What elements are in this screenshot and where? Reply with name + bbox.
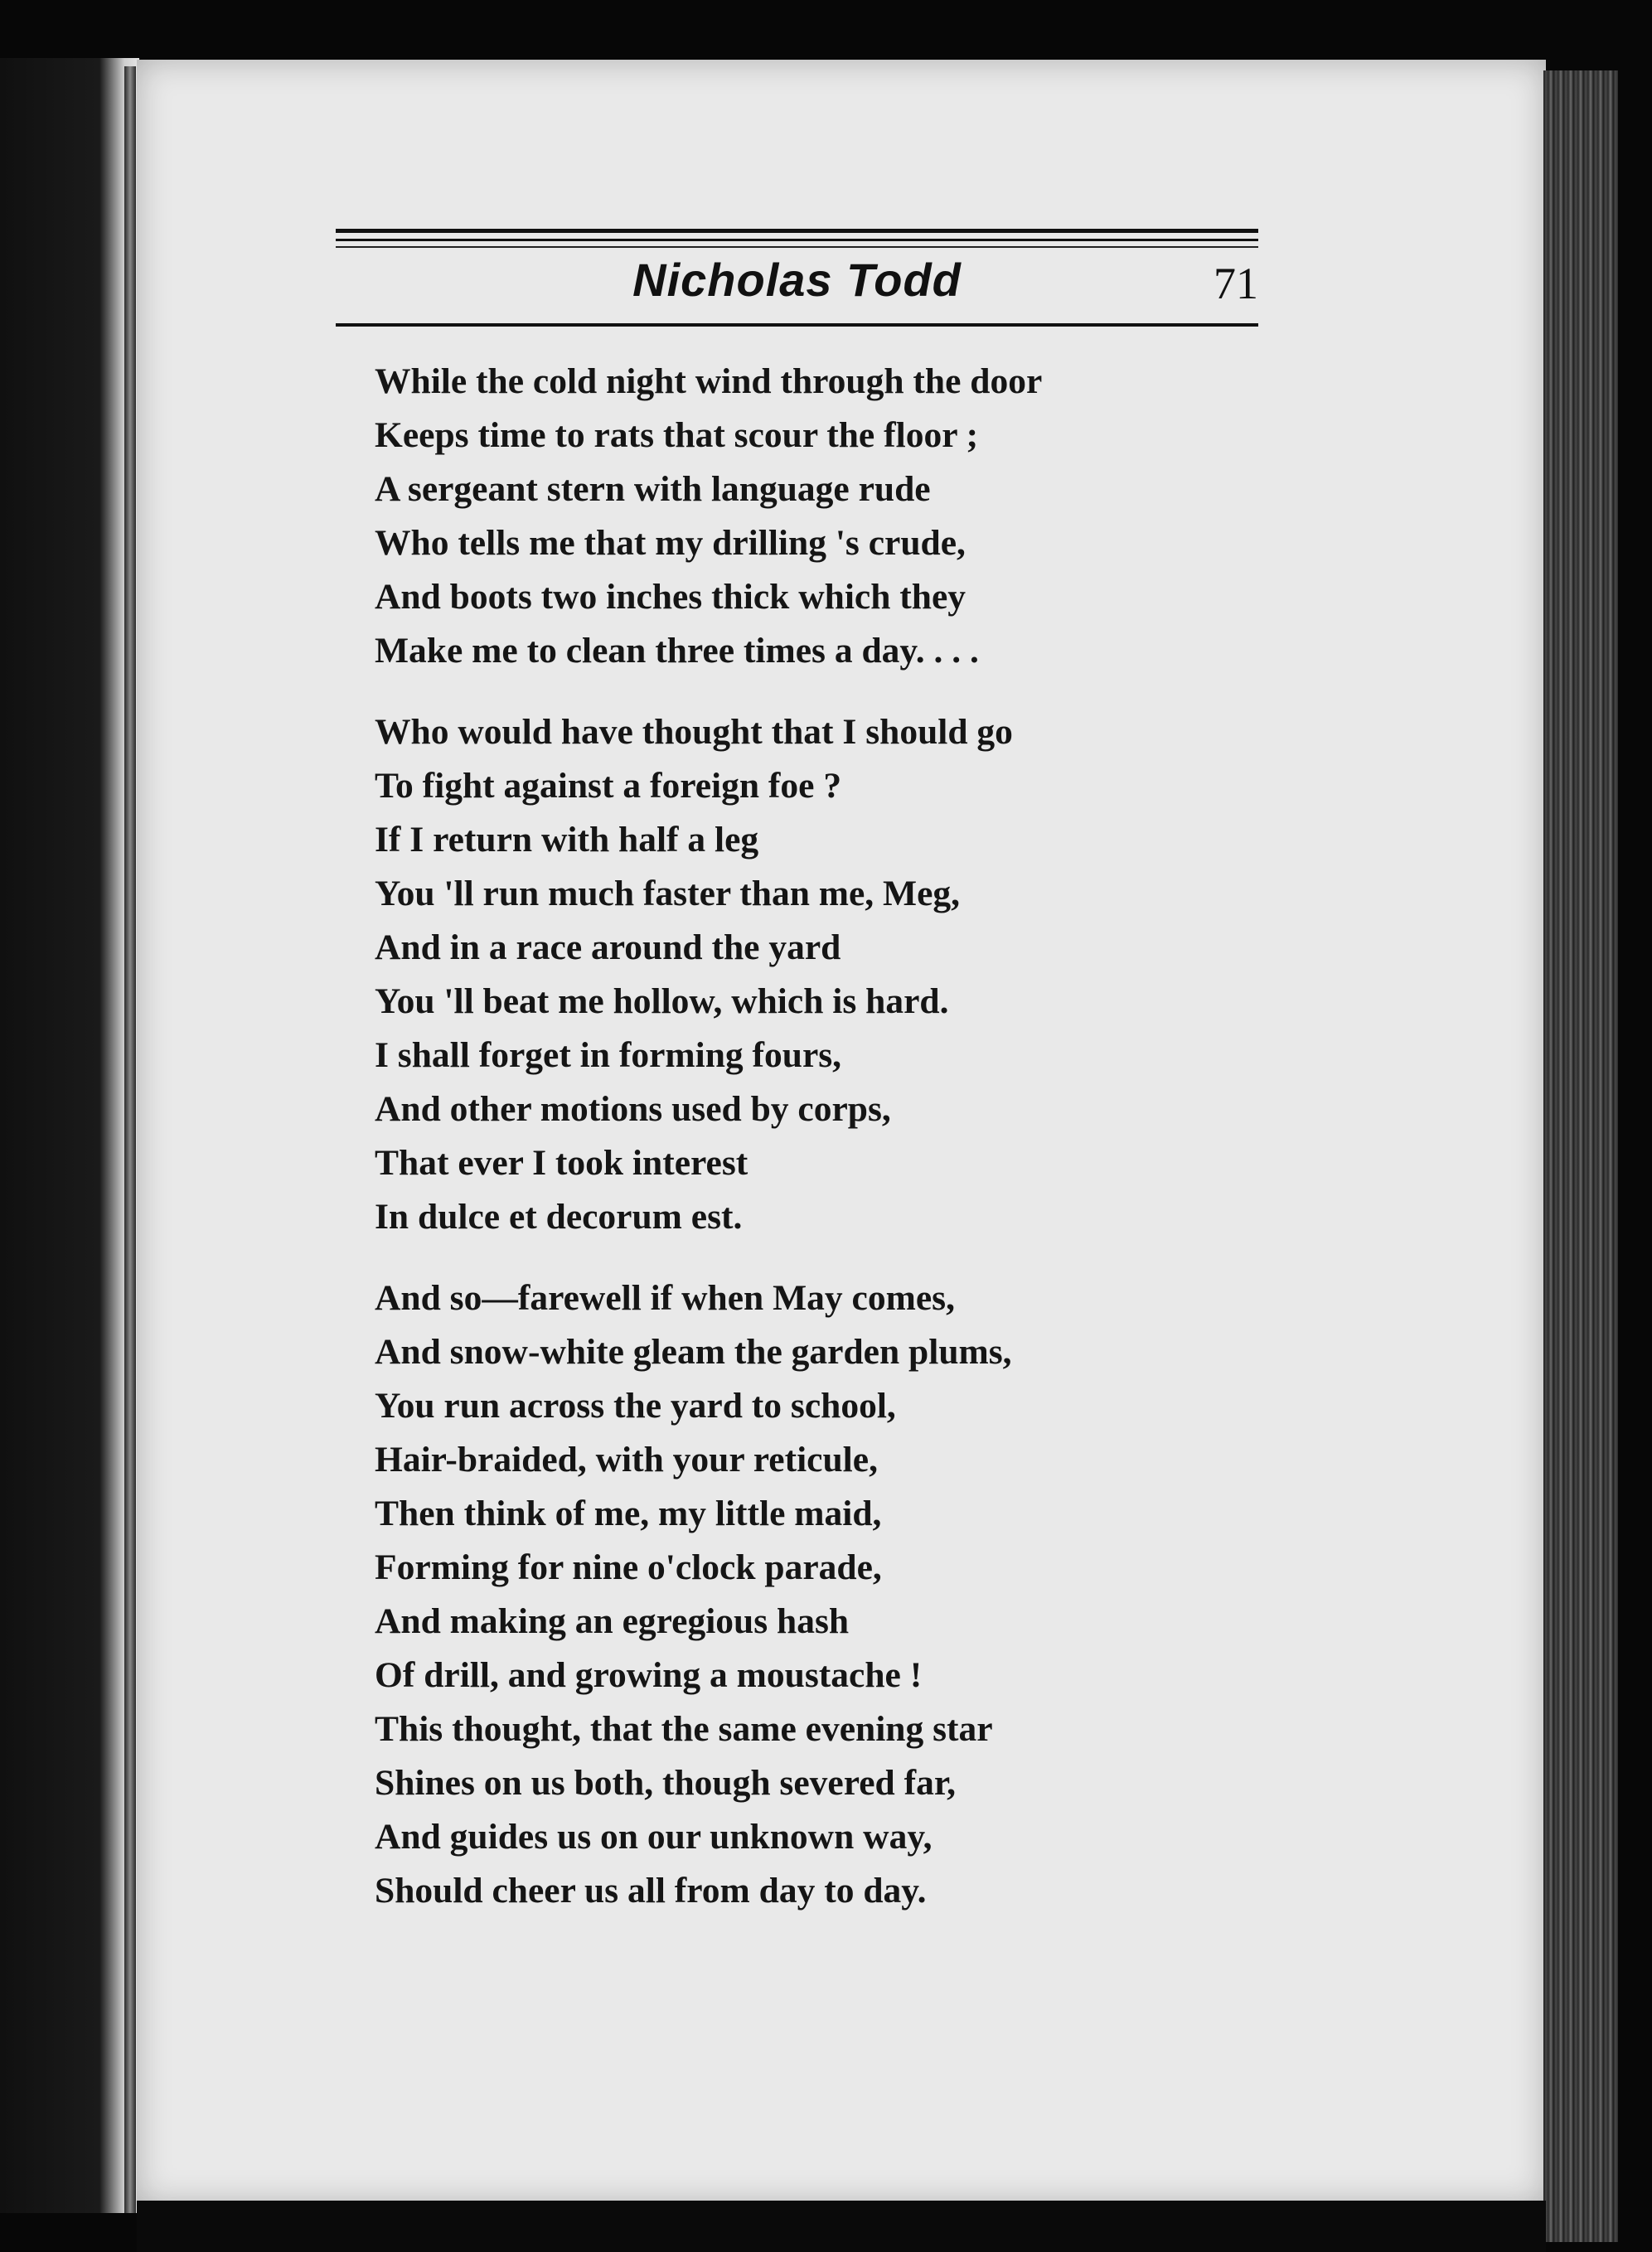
poem-line: That ever I took interest bbox=[375, 1143, 748, 1183]
poem-line: And boots two inches thick which they bbox=[375, 577, 966, 617]
poem-line: Make me to clean three times a day. . . . bbox=[375, 631, 979, 671]
stanza-2 bbox=[375, 705, 1286, 1244]
poem-line: And other motions used by corps, bbox=[375, 1089, 891, 1129]
page-title: Nicholas Todd bbox=[632, 254, 962, 306]
running-head bbox=[336, 253, 1258, 319]
stanza-3 bbox=[375, 1271, 1286, 1918]
poem-line: A sergeant stern with language rude bbox=[375, 469, 931, 509]
header-rule-hairline bbox=[336, 246, 1258, 248]
book-spine bbox=[124, 66, 136, 2213]
poem-line: And guides us on our unknown way, bbox=[375, 1817, 933, 1857]
poem-line: Hair-braided, with your reticule, bbox=[375, 1440, 878, 1480]
poem-line: While the cold night wind through the door bbox=[375, 361, 1043, 401]
poem-line: You run across the yard to school, bbox=[375, 1386, 896, 1426]
page-edges bbox=[1543, 70, 1618, 2242]
header-rule-thick bbox=[336, 229, 1258, 233]
header-rule-thin bbox=[336, 239, 1258, 241]
poem-line: Who tells me that my drilling 's crude, bbox=[375, 523, 966, 563]
poem-line: I shall forget in forming fours, bbox=[375, 1035, 842, 1075]
bottom-shadow bbox=[137, 2201, 1546, 2252]
facing-page-edge bbox=[0, 58, 139, 2213]
poem-line: If I return with half a leg bbox=[375, 820, 759, 860]
poem-line: In dulce et decorum est. bbox=[375, 1197, 743, 1237]
stanza-1 bbox=[375, 355, 1286, 678]
poem-line: You 'll run much faster than me, Meg, bbox=[375, 874, 961, 913]
poem-line: And so—farewell if when May comes, bbox=[375, 1278, 955, 1318]
poem-line: This thought, that the same evening star bbox=[375, 1709, 993, 1749]
poem-body bbox=[375, 355, 1286, 1918]
poem-line: Who would have thought that I should go bbox=[375, 712, 1013, 752]
poem-line: Of drill, and growing a moustache ! bbox=[375, 1655, 923, 1695]
page-number: 71 bbox=[1214, 259, 1258, 308]
poem-line: You 'll beat me hollow, which is hard. bbox=[375, 981, 949, 1021]
poem-line: Should cheer us all from day to day. bbox=[375, 1871, 927, 1911]
poem-line: And snow-white gleam the garden plums, bbox=[375, 1332, 1012, 1372]
poem-line: To fight against a foreign foe ? bbox=[375, 766, 842, 806]
poem-line: And in a race around the yard bbox=[375, 927, 841, 967]
header-rule-bottom bbox=[336, 323, 1258, 327]
poem-line: Forming for nine o'clock parade, bbox=[375, 1547, 882, 1587]
poem-line: Keeps time to rats that scour the floor ; bbox=[375, 415, 979, 455]
poem-line: Shines on us both, though severed far, bbox=[375, 1763, 957, 1803]
poem-line: And making an egregious hash bbox=[375, 1601, 850, 1641]
poem-line: Then think of me, my little maid, bbox=[375, 1494, 882, 1533]
